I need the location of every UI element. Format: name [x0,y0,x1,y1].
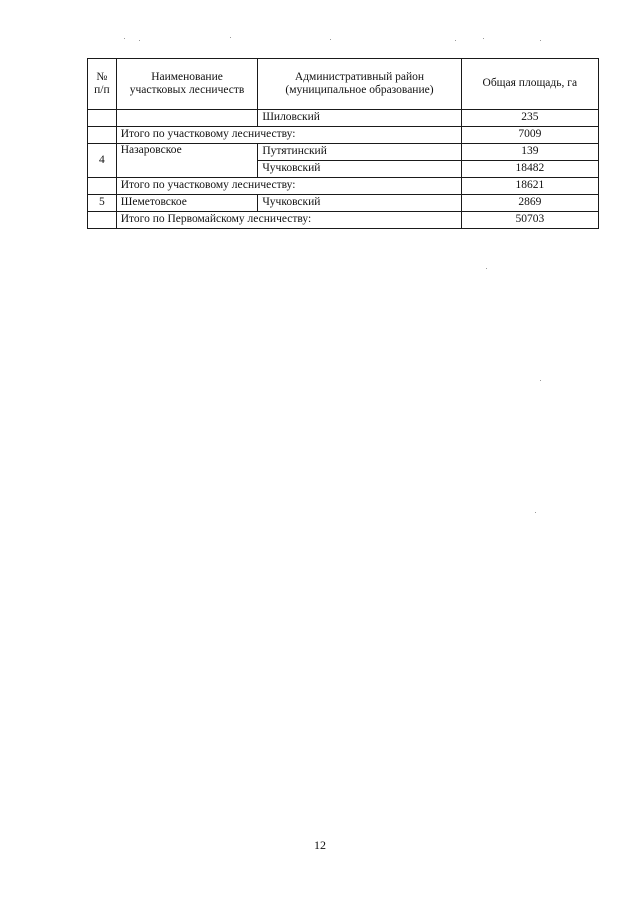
table-row-grand-total [88,212,599,229]
table-row [88,144,599,161]
row-number-cell [88,110,117,127]
subtotal-area-cell: 18621 [461,178,598,195]
scan-speck [540,380,541,381]
header-total-area-label: Общая площадь, га [482,77,578,90]
table-row-subtotal [88,127,599,144]
scan-speck [139,40,140,41]
district-cell: Шиловский [258,110,461,127]
header-district [258,59,461,110]
district-cell: Чучковский [258,195,461,212]
table-row-subtotal [88,178,599,195]
header-forestry-name [116,59,258,110]
area-cell: 235 [461,110,598,127]
area-cell: 2869 [461,195,598,212]
scan-speck [330,39,331,40]
scan-speck [455,40,456,41]
subtotal-area-cell: 7009 [461,127,598,144]
grand-total-area-cell: 50703 [461,212,598,229]
header-total-area [461,59,598,110]
table-header-row [88,59,599,110]
row-number-cell [88,178,117,195]
header-forestry-name-label: Наименование участковых лесничеств [129,70,245,96]
forestry-area-table [87,58,599,229]
scan-speck [535,512,536,513]
scan-speck [486,268,487,269]
grand-total-label: Итого по Первомайскому лесничеству: [116,212,461,229]
header-number [88,59,117,110]
scan-speck [540,40,541,41]
forestry-name-cell: Назаровское [116,144,258,178]
scan-speck [230,37,231,38]
row-number-cell [88,127,117,144]
district-cell: Путятинский [258,144,461,161]
row-number-cell: 4 [88,144,117,178]
row-number-cell [88,212,117,229]
area-cell: 139 [461,144,598,161]
row-number-cell: 5 [88,195,117,212]
forestry-name-cell: Шеметовское [116,195,258,212]
subtotal-label: Итого по участковому лесничеству: [116,127,461,144]
scan-speck [124,38,125,39]
forestry-name-cell [116,110,258,127]
page-number: 12 [314,838,326,852]
district-cell: Чучковский [258,161,461,178]
header-number-label: № п/п [94,70,110,96]
table-row [88,110,599,127]
subtotal-label: Итого по участковому лесничеству: [116,178,461,195]
header-district-label: Административный район (муниципальное образование) [285,70,434,96]
scan-speck [483,38,484,39]
area-cell: 18482 [461,161,598,178]
table-row [88,195,599,212]
